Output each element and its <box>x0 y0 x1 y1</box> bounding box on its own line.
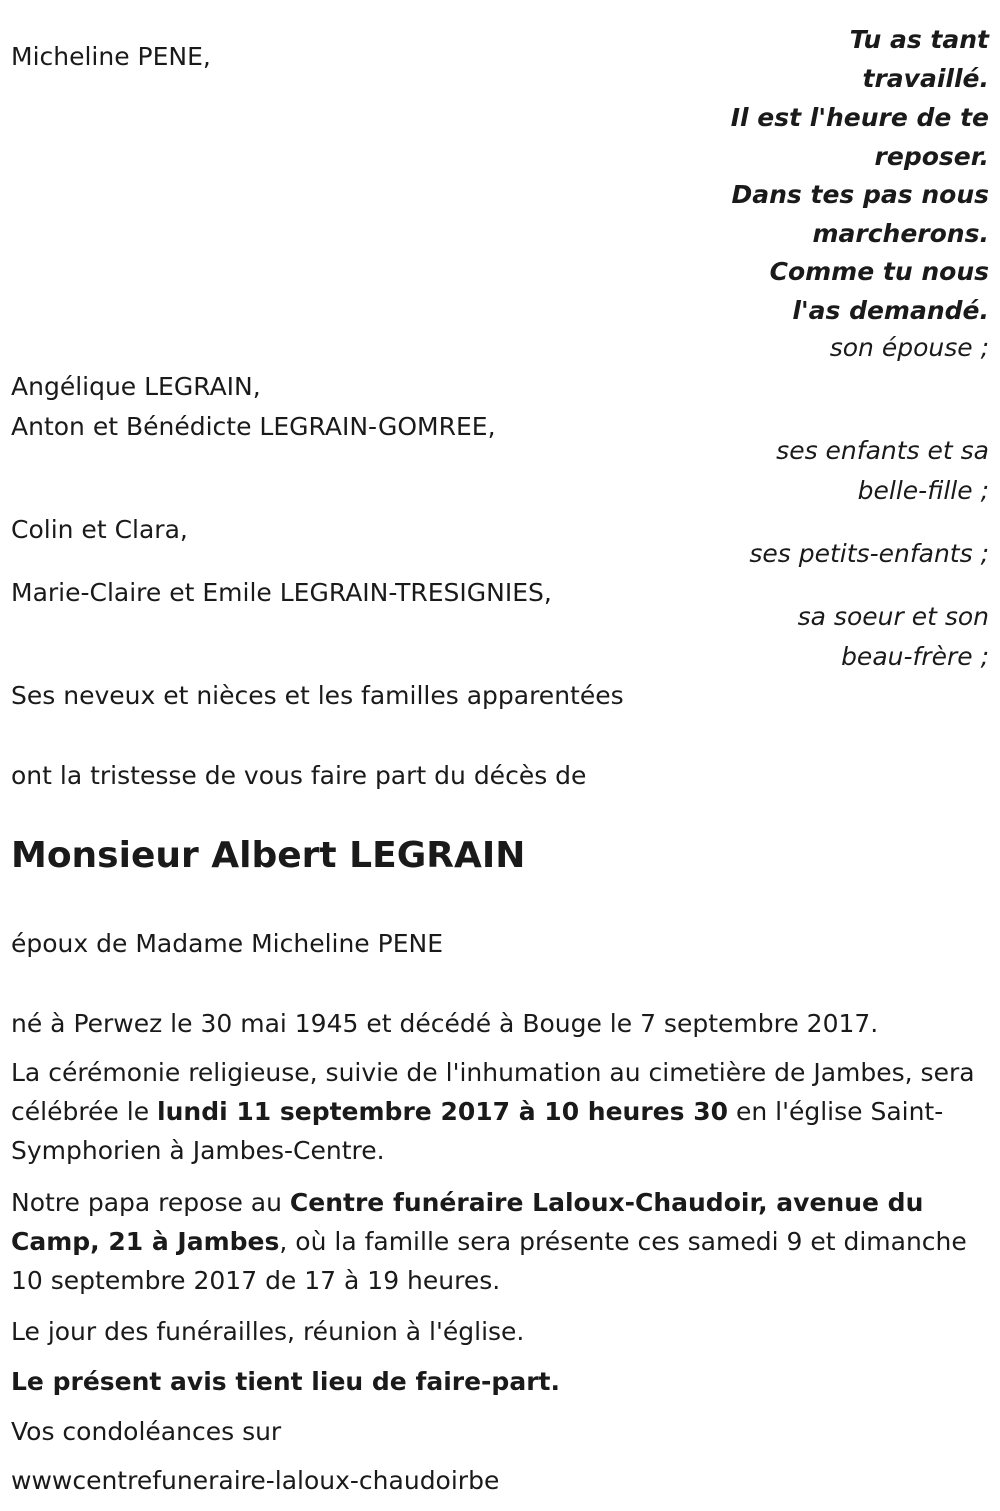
poem-line: marcherons. <box>812 219 989 248</box>
poem-line: Il est l'heure de te <box>730 103 989 132</box>
poem-line: travaillé. <box>862 64 989 93</box>
rest-paragraph <box>11 1183 991 1300</box>
poem-line: Dans tes pas nous <box>731 180 989 209</box>
deceased-name: Monsieur Albert LEGRAIN <box>11 835 526 876</box>
ceremony-text: en l'église Saint-Symphorien à Jambes-Centre. <box>11 1097 944 1165</box>
grandchildren-names: Colin et Clara, <box>11 515 188 544</box>
ceremony-paragraph <box>11 1053 991 1170</box>
announcement: ont la tristesse de vous faire part du décès de <box>11 761 587 790</box>
child-name: Anton et Bénédicte LEGRAIN-GOMREE, <box>11 412 496 441</box>
relatives-line: Ses neveux et nièces et les familles apparentées <box>11 681 624 710</box>
spouse-relation: son épouse ; <box>829 333 989 362</box>
rest-text: Notre papa repose au <box>11 1188 290 1217</box>
siblings-names: Marie-Claire et Emile LEGRAIN-TRESIGNIES, <box>11 578 552 607</box>
ceremony-date: lundi 11 septembre 2017 à 10 heures 30 <box>157 1097 729 1126</box>
ceremony-text: La cérémonie religieuse, suivie de l'inhumation au cimetière de Jambes, sera célébrée le <box>11 1058 975 1126</box>
spouse-of-line: époux de Madame Micheline PENE <box>11 929 444 958</box>
notice-line: Le présent avis tient lieu de faire-part. <box>11 1367 560 1396</box>
siblings-relation: beau-frère ; <box>841 642 989 671</box>
poem-line: l'as demandé. <box>792 296 989 325</box>
birth-death-line: né à Perwez le 30 mai 1945 et décédé à Bouge le 7 septembre 2017. <box>11 1009 879 1038</box>
website-link[interactable]: wwwcentrefuneraire-laloux-chaudoirbe <box>11 1466 500 1495</box>
child-name: Angélique LEGRAIN, <box>11 372 261 401</box>
poem-line: Comme tu nous <box>769 257 989 286</box>
children-relation: belle-fille ; <box>857 476 989 505</box>
grandchildren-relation: ses petits-enfants ; <box>749 539 989 568</box>
siblings-relation: sa soeur et son <box>797 602 989 631</box>
spouse-name: Micheline PENE, <box>11 42 211 71</box>
poem-line: Tu as tant <box>849 25 989 54</box>
children-relation: ses enfants et sa <box>776 436 989 465</box>
rest-location: Centre funéraire Laloux-Chaudoir, avenue du Camp, 21 à Jambes <box>11 1188 924 1256</box>
rest-text: , où la famille sera présente ces samedi 9 et dimanche 10 septembre 2017 de 17 à 19 heures. <box>11 1227 967 1295</box>
funeral-day-line: Le jour des funérailles, réunion à l'église. <box>11 1317 525 1346</box>
condolences-line: Vos condoléances sur <box>11 1417 282 1446</box>
poem-line: reposer. <box>874 142 989 171</box>
